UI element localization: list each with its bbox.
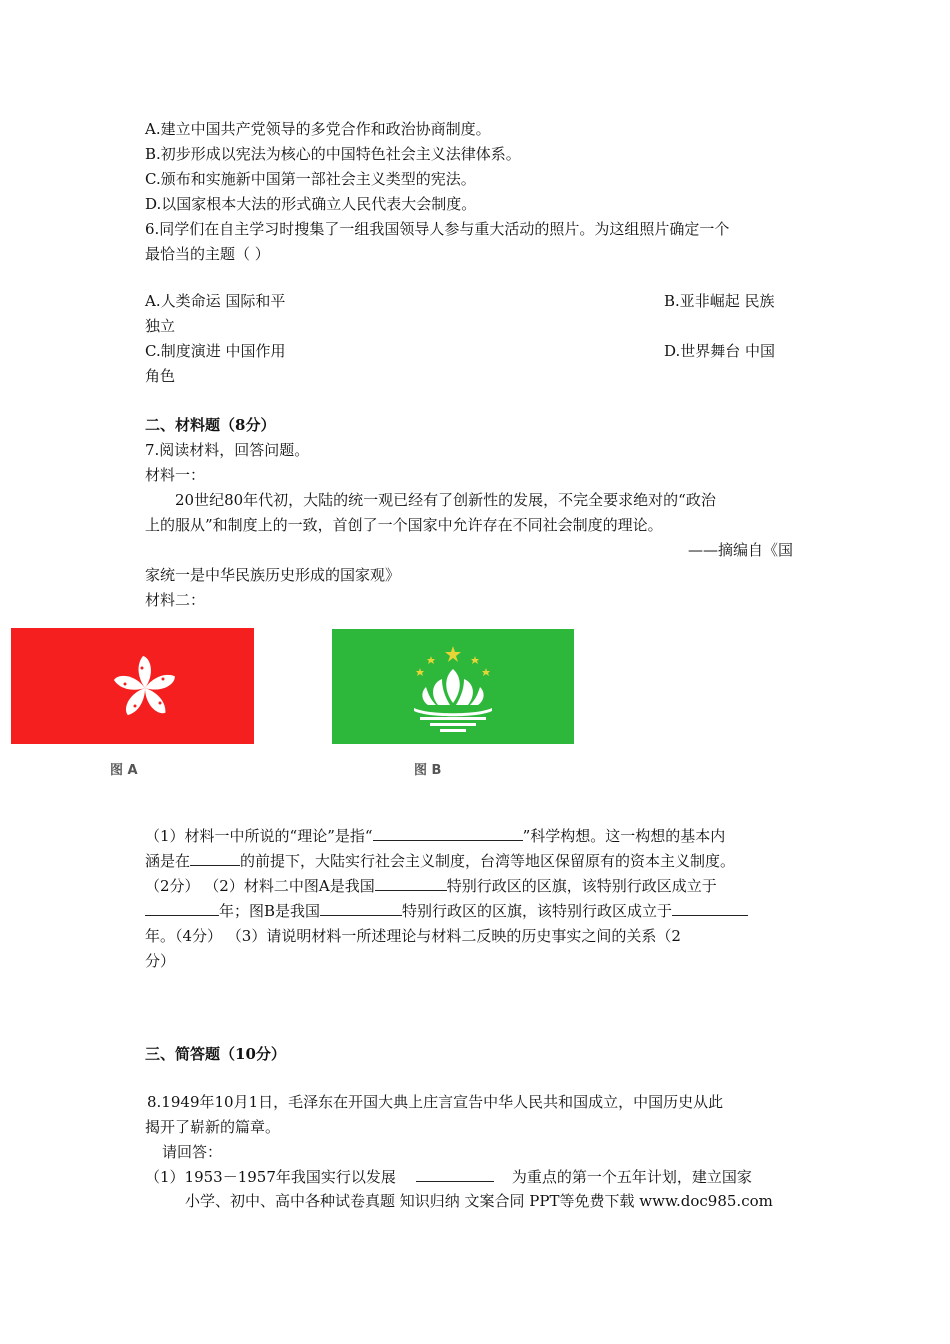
material1-source: ——摘编自《国 [688,541,794,559]
q5-option-b: B.初步形成以宪法为核心的中国特色社会主义法律体系。 [145,145,521,163]
q7-sub1-text-d: 的前提下，大陆实行社会主义制度，台湾等地区保留原有的资本主义制度。 [240,852,736,870]
q7-sub2-text-c: 年；图B是我国 [219,902,321,920]
q7-sub1-line1 [145,826,725,846]
q7-sub3-line2: 分） [145,952,176,970]
answer-blank-year-b[interactable] [672,901,748,916]
q6-option-c: C.制度演进 中国作用 [145,342,286,360]
material2-label: 材料二： [145,591,206,609]
q6-stem-line1: 6.同学们在自主学习时搜集了一组我国领导人参与重大活动的照片。为这组照片确定一个 [145,220,730,238]
q8-sub1-text-a: （1）1953－1957年我国实行以发展 [145,1168,396,1186]
q6-stem-line2: 最恰当的主题（ ） [145,245,270,263]
macau-flag-image [332,629,574,744]
figure-a-caption: 图 A [110,763,138,778]
answer-blank-theory[interactable] [373,826,523,841]
q7-sub2-text-a: （2分） （2）材料二中图A是我国 [145,877,375,895]
q7-sub2-text-b: 特别行政区的区旗，该特别行政区成立于 [446,877,717,895]
hong-kong-flag-image [11,628,254,744]
q7-sub2-line2 [145,901,748,921]
answer-blank-industry[interactable] [416,1167,494,1182]
q8-stem-line2: 揭开了崭新的篇章。 [145,1118,281,1136]
answer-blank-year-a[interactable] [145,901,219,916]
answer-blank-premise[interactable] [190,851,240,866]
material1-source-cont: 家统一是中华民族历史形成的国家观》 [145,566,401,584]
q8-sub1-text-b: 为重点的第一个五年计划，建立国家 [511,1168,752,1186]
section3-heading: 三、简答题（10分） [145,1045,286,1063]
q5-option-c: C.颁布和实施新中国第一部社会主义类型的宪法。 [145,170,476,188]
q7-sub2-line1 [145,876,717,896]
material1-line1: 20世纪80年代初，大陆的统一观已经有了创新性的发展，不完全要求绝对的“政治 [175,491,716,509]
q5-option-d: D.以国家根本大法的形式确立人民代表大会制度。 [145,195,477,213]
q6-option-b-cont: 独立 [145,317,176,335]
q5-option-a: A.建立中国共产党领导的多党合作和政治协商制度。 [145,120,491,138]
q7-sub3-line1: 年。（4分） （3）请说明材料一所述理论与材料二反映的历史事实之间的关系（2 [145,927,681,945]
q6-option-d: D.世界舞台 中国 [664,342,776,360]
q6-option-d-cont: 角色 [145,367,176,385]
q7-sub2-text-d: 特别行政区的区旗，该特别行政区成立于 [402,902,673,920]
material1-label: 材料一： [145,466,206,484]
section2-heading: 二、材料题（8分） [145,416,276,434]
figure-b-caption: 图 B [414,763,442,778]
q6-option-b: B.亚非崛起 民族 [664,292,775,310]
answer-blank-region-b[interactable] [320,901,402,916]
q7-sub1-text-b: ”科学构想。这一构想的基本内 [522,827,726,845]
q7-sub1-line2 [145,851,735,871]
material1-line2: 上的服从”和制度上的一致，首创了一个国家中允许存在不同社会制度的理论。 [145,516,663,534]
q7-stem: 7.阅读材料，回答问题。 [145,441,310,459]
q8-sub1 [145,1167,752,1187]
q6-option-a: A.人类命运 国际和平 [145,292,286,310]
q8-stem-line1: 8.1949年10月1日，毛泽东在开国大典上庄言宣告中华人民共和国成立，中国历史从此 [147,1093,724,1111]
q7-sub1-text-c: 涵是在 [145,852,191,870]
q8-ask: 请回答： [162,1143,223,1161]
page-footer: 小学、初中、高中各种试卷真题 知识归纳 文案合同 PPT等免费下载 www.doc985.com [185,1192,773,1210]
q7-sub1-text-a: （1）材料一中所说的“理论”是指“ [145,827,373,845]
answer-blank-region-a[interactable] [375,876,447,891]
